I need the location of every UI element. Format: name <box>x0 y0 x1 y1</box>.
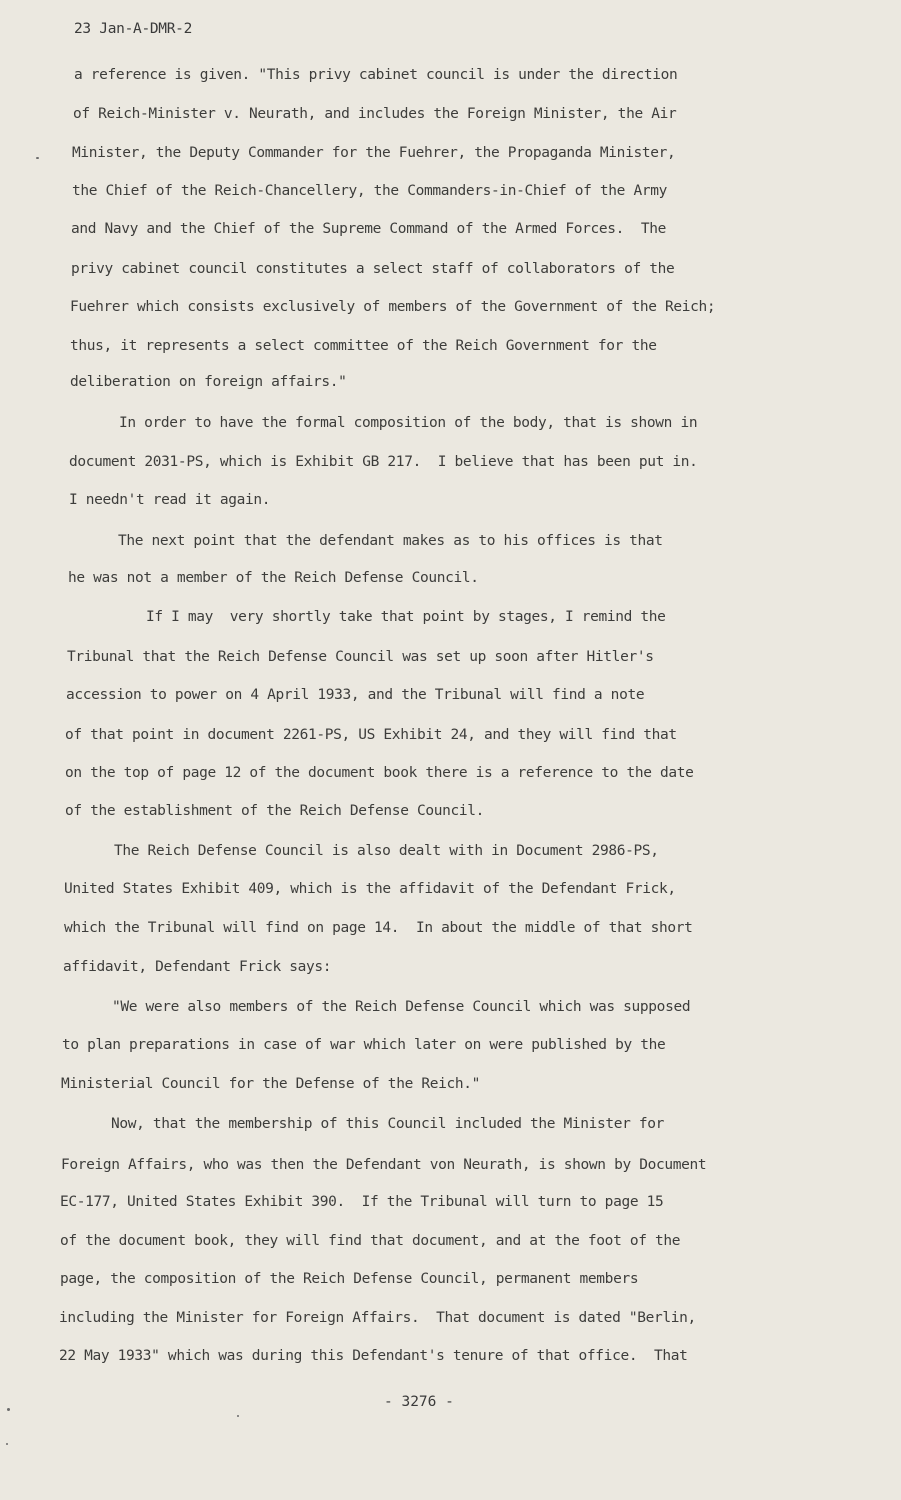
text-line: In order to have the formal composition of the body, that is shown in <box>119 415 698 431</box>
text-line: United States Exhibit 409, which is the affidavit of the Defendant Frick, <box>64 881 676 897</box>
text-line: The next point that the defendant makes as to his offices is that <box>118 533 663 549</box>
text-line: 22 May 1933" which was during this Defendant's tenure of that office. That <box>59 1348 688 1364</box>
text-line: accession to power on 4 April 1933, and the Tribunal will find a note <box>66 687 645 703</box>
paper-speck <box>36 157 39 159</box>
text-line: the Chief of the Reich-Chancellery, the Commanders-in-Chief of the Army <box>72 183 667 199</box>
text-line: and Navy and the Chief of the Supreme Command of the Armed Forces. The <box>71 221 666 237</box>
text-line: he was not a member of the Reich Defense Council. <box>68 570 479 586</box>
text-line: page, the composition of the Reich Defense Council, permanent members <box>60 1271 639 1287</box>
text-line: on the top of page 12 of the document book there is a reference to the date <box>65 765 694 781</box>
page-number: - 3276 - <box>384 1394 454 1410</box>
text-line: including the Minister for Foreign Affairs. That document is dated "Berlin, <box>59 1310 696 1326</box>
paper-speck <box>237 1415 239 1417</box>
paper-speck <box>6 1443 8 1445</box>
text-line: Minister, the Deputy Commander for the Fuehrer, the Propaganda Minister, <box>72 145 676 161</box>
text-line: EC-177, United States Exhibit 390. If the Tribunal will turn to page 15 <box>60 1194 664 1210</box>
text-line: Ministerial Council for the Defense of the Reich." <box>61 1076 480 1092</box>
text-line: deliberation on foreign affairs." <box>70 374 347 390</box>
text-line: Tribunal that the Reich Defense Council was set up soon after Hitler's <box>67 649 654 665</box>
text-line: of the establishment of the Reich Defense Council. <box>65 803 484 819</box>
text-line: Now, that the membership of this Council included the Minister for <box>111 1116 665 1132</box>
text-line: which the Tribunal will find on page 14. In about the middle of that short <box>64 920 693 936</box>
text-line: privy cabinet council constitutes a select staff of collaborators of the <box>71 261 675 277</box>
text-line: a reference is given. "This privy cabinet council is under the direction <box>74 67 678 83</box>
text-line: of that point in document 2261-PS, US Exhibit 24, and they will find that <box>65 727 677 743</box>
text-line: If I may very shortly take that point by stages, I remind the <box>146 609 666 625</box>
text-line: The Reich Defense Council is also dealt with in Document 2986-PS, <box>114 843 659 859</box>
text-line: document 2031-PS, which is Exhibit GB 217. I believe that has been put in. <box>69 454 698 470</box>
paper-speck <box>7 1408 10 1411</box>
text-line: Fuehrer which consists exclusively of members of the Government of the Reich; <box>70 299 716 315</box>
text-line: of the document book, they will find that document, and at the foot of the <box>60 1233 681 1249</box>
text-line: I needn't read it again. <box>69 492 271 508</box>
text-line: Foreign Affairs, who was then the Defendant von Neurath, is shown by Document <box>61 1157 707 1173</box>
text-line: affidavit, Defendant Frick says: <box>63 959 332 975</box>
document-reference-header: 23 Jan-A-DMR-2 <box>74 21 193 37</box>
text-line: to plan preparations in case of war which later on were published by the <box>62 1037 666 1053</box>
text-line: of Reich-Minister v. Neurath, and includes the Foreign Minister, the Air <box>73 106 677 122</box>
text-line: "We were also members of the Reich Defense Council which was supposed <box>112 999 691 1015</box>
text-line: thus, it represents a select committee of the Reich Government for the <box>70 338 657 354</box>
